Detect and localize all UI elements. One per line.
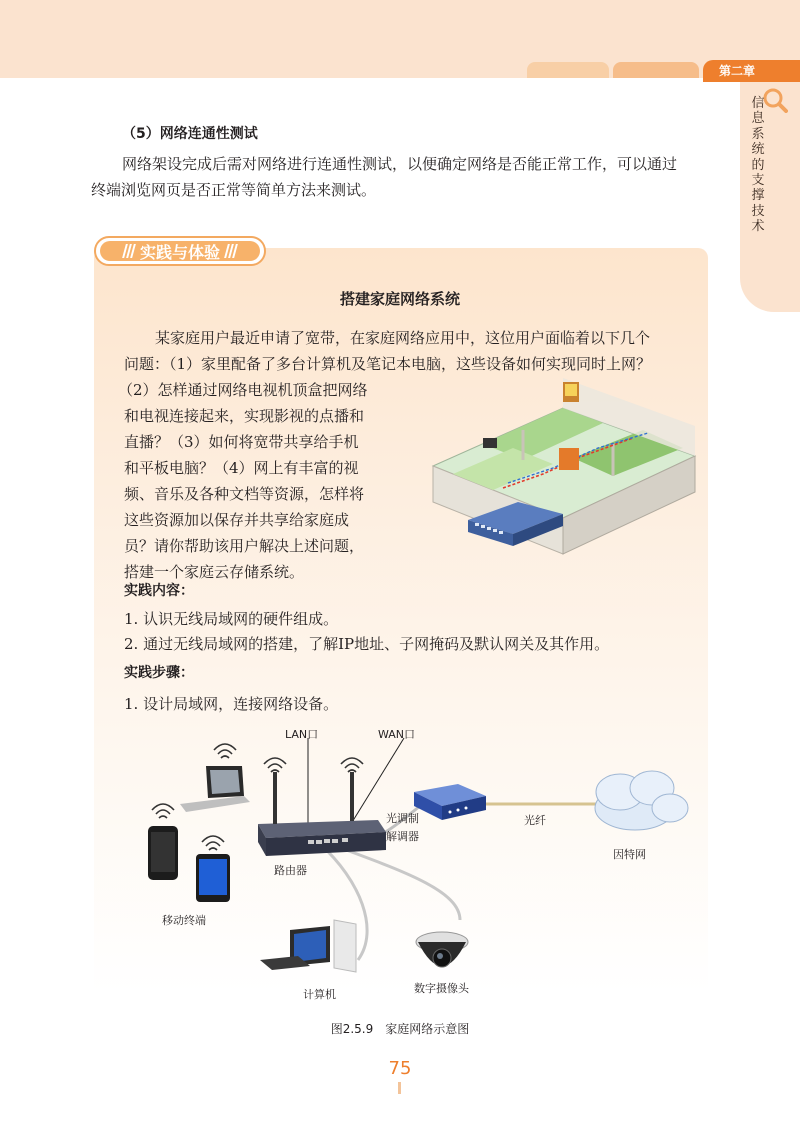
stripes-icon: [226, 244, 236, 258]
router-icon: [258, 772, 386, 856]
cloud-icon: [595, 771, 688, 830]
content-item: 1. 认识无线局域网的硬件组成。: [124, 610, 339, 628]
side-title: 信息系统的支撑技术: [751, 96, 765, 235]
house-illustration: [413, 378, 703, 558]
wifi-icon: [202, 836, 224, 850]
tablet-icon: [196, 854, 230, 902]
smartphone-icon: [148, 826, 178, 880]
camera-cable: [330, 844, 460, 920]
page-number: 75: [388, 1058, 412, 1079]
intro-line: 这些资源加以保存并共享给家庭成: [124, 511, 350, 529]
figure-caption: 图2.5.9 家庭网络示意图: [330, 1022, 470, 1036]
intro-line: 直播？（3）如何将宽带共享给手机: [124, 433, 359, 451]
intro-line: 员？请你帮助该用户解决上述问题，: [124, 537, 365, 555]
modem-label: 光调制: [386, 812, 419, 825]
intro-line: 和电视连接起来，实现影视的点播和: [124, 407, 365, 425]
internet-label: 因特网: [613, 848, 646, 861]
intro-line: 频、音乐及各种文档等资源，怎样将: [124, 485, 365, 503]
lan-port-label: LAN口: [285, 728, 319, 741]
wifi-icon: [214, 744, 236, 758]
content-item: 2. 通过无线局域网的搭建，了解IP地址、子网掩码及默认网关及其作用。: [124, 635, 610, 653]
desktop-computer-icon: [260, 920, 356, 972]
stripes-icon: [124, 244, 134, 258]
chapter-tab: 第二章: [703, 60, 800, 82]
wan-port-label: WAN口: [378, 728, 416, 741]
modem-label: 解调器: [386, 830, 419, 843]
practice-tag: [94, 236, 266, 266]
intro-line: 问题：（1）家里配备了多台计算机及笔记本电脑，这些设备如何实现同时上网？: [124, 355, 652, 373]
mobile-label: 移动终端: [162, 914, 206, 927]
laptop-icon: [180, 766, 250, 812]
intro-line: 和平板电脑？（4）网上有丰富的视: [124, 459, 359, 477]
camera-label: 数字摄像头: [414, 982, 469, 995]
paragraph-line: 终端浏览网页是否正常等简单方法来测试。: [91, 181, 377, 199]
intro-line: （2）怎样通过网络电视机顶盒把网络: [118, 381, 368, 399]
fiber-label: 光纤: [524, 814, 546, 827]
network-diagram: [130, 720, 700, 1010]
practice-title: 搭建家庭网络系统: [339, 290, 460, 308]
intro-line: 某家庭用户最近申请了宽带，在家庭网络应用中，这位用户面临着以下几个: [155, 329, 651, 347]
page-tick: [398, 1082, 401, 1094]
wifi-icon: [152, 804, 174, 818]
steps-heading: 实践步骤：: [124, 665, 194, 681]
steps-item: 1. 设计局域网，连接网络设备。: [124, 695, 339, 713]
paragraph-line: 网络架设完成后需对网络进行连通性测试，以便确定网络是否能正常工作，可以通过: [122, 155, 678, 173]
header-tab-decor: [527, 62, 609, 78]
section-heading: （5）网络连通性测试: [122, 126, 258, 142]
wifi-icon: [264, 758, 286, 772]
content-heading: 实践内容：: [124, 583, 194, 599]
modem-icon: [414, 784, 486, 820]
computer-label: 计算机: [303, 988, 336, 1001]
camera-icon: [416, 932, 468, 967]
header-tab-decor: [613, 62, 699, 78]
wifi-icon: [341, 758, 363, 772]
router-label: 路由器: [274, 864, 307, 877]
intro-line: 搭建一个家庭云存储系统。: [124, 563, 305, 581]
practice-tag-label: 实践与体验: [139, 242, 220, 262]
